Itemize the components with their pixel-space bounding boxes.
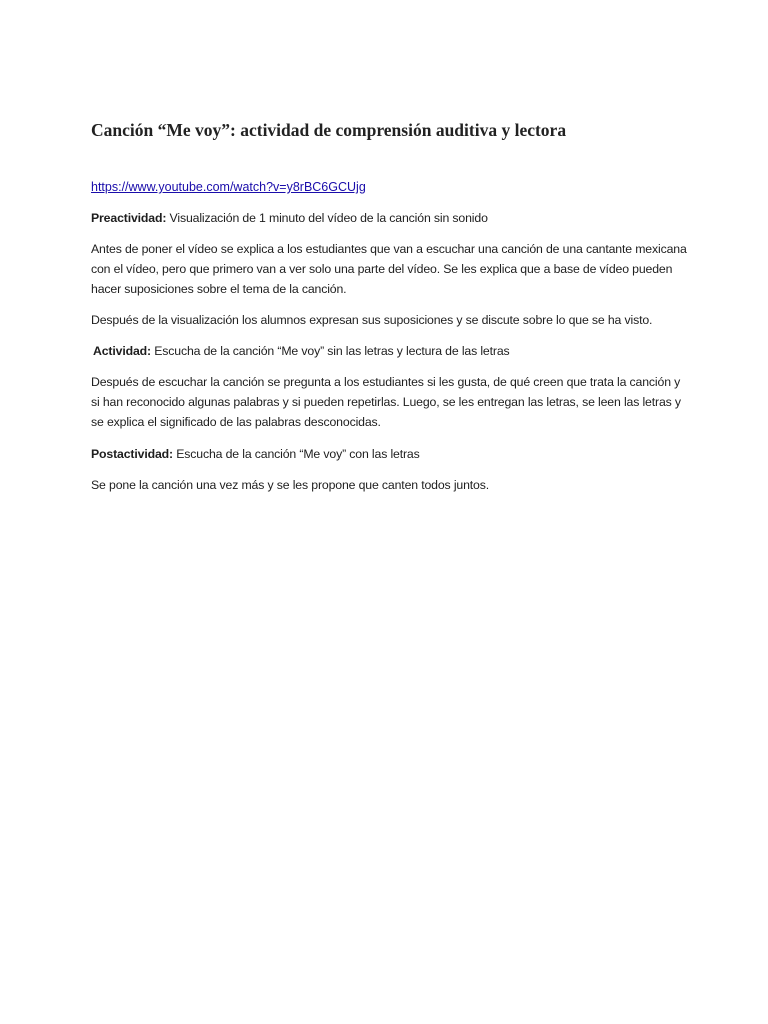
youtube-link[interactable]: https://www.youtube.com/watch?v=y8rBC6GCUjg — [91, 180, 366, 194]
intro-paragraph: Antes de poner el vídeo se explica a los estudiantes que van a escuchar una canción de una cantante mexicana con el vídeo, pero que primero van a ver solo una parte del vídeo. Se les explica que a base de vídeo pueden hacer suposiciones sobre el tema de la canción. — [91, 242, 687, 296]
postactividad-label: Postactividad: — [91, 447, 173, 461]
actividad-text: Escucha de la canción “Me voy” sin las letras y lectura de las letras — [150, 344, 510, 358]
actividad-paragraph — [91, 341, 691, 361]
preactividad-paragraph — [91, 208, 691, 228]
document-page — [91, 118, 691, 495]
listening-paragraph: Después de escuchar la canción se pregunta a los estudiantes si les gusta, de qué creen que trata la canción y si han reconocido algunas palabras y si pueden repetirlas. Luego, se les entregan las letras, se leen las letras y se explica el significado de las palabras desconocidas. — [91, 375, 681, 429]
postactividad-text: Escucha de la canción “Me voy” con las letras — [172, 447, 420, 461]
postactividad-paragraph — [91, 444, 691, 464]
after-viewing-paragraph: Después de la visualización los alumnos expresan sus suposiciones y se discute sobre lo que se ha visto. — [91, 313, 653, 327]
actividad-label: Actividad: — [93, 344, 151, 358]
final-paragraph: Se pone la canción una vez más y se les propone que canten todos juntos. — [91, 478, 489, 492]
preactividad-text: Visualización de 1 minuto del vídeo de la canción sin sonido — [166, 211, 488, 225]
document-title: Canción “Me voy”: actividad de comprensión auditiva y lectora — [91, 120, 567, 140]
preactividad-label: Preactividad: — [91, 211, 167, 225]
